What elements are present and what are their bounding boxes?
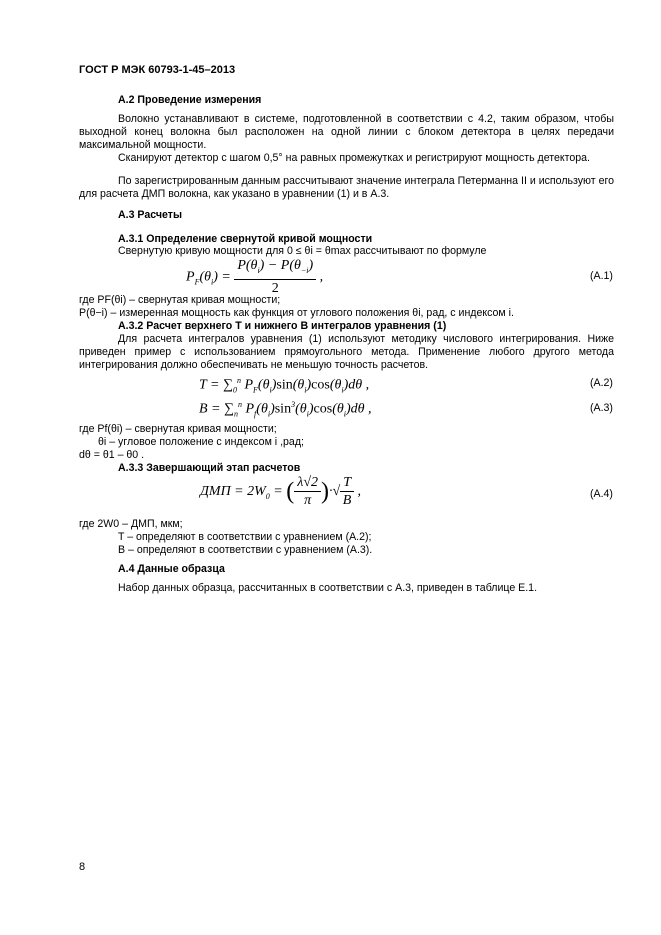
- equation-a4-number: (А.4): [590, 488, 613, 500]
- subsection-a31-title: А.3.1 Определение свернутой кривой мощности: [118, 233, 373, 245]
- where-pf-2: где Pf(θi) – свернутая кривая мощности;: [79, 423, 277, 435]
- a2-paragraph-3: По зарегистрированным данным рассчитывают значение интеграла Петерманна II и используют его для расчета ДМП волокна, как указано в уравнении (1) и в А.3.: [79, 175, 614, 200]
- section-a3-title: А.3 Расчеты: [118, 209, 183, 221]
- equation-a1-number: (А.1): [590, 270, 613, 282]
- where-pf: где PF(θi) – свернутая кривая мощности;: [79, 294, 281, 306]
- section-a4-title: А.4 Данные образца: [118, 563, 225, 575]
- a32-paragraph: Для расчета интегралов уравнения (1) используют методику числового интегрирования. Ниже приведен пример с использованием прямоугольного метода. Применение любого другого метода интегрирования должно обеспечивать не меньшую точность расчетов.: [79, 333, 614, 371]
- where-theta: θi – угловое положение с индексом i ,рад;: [98, 436, 304, 448]
- subsection-a32-title: А.3.2 Расчет верхнего T и нижнего B интегралов уравнения (1): [118, 320, 447, 332]
- a2-paragraph-1: Волокно устанавливают в системе, подготовленной в соответствии с 4.2, таким образом, чтобы выходной конец волокна был расположен на одной линии с блоком детектора в целях передачи максимальной мощности.: [79, 113, 614, 151]
- equation-a3-number: (А.3): [590, 402, 613, 414]
- page-number: 8: [79, 861, 86, 873]
- a2-paragraph-2: Сканируют детектор с шагом 0,5° на равных промежутках и регистрируют мощность детектора.: [118, 152, 590, 164]
- equation-a3: $B = \sum_n^n$ $P_f(\theta_i)\sin^3(\theta_i)\cos(\theta_i)d\theta$ ,: [199, 400, 372, 419]
- document-header: ГОСТ Р МЭК 60793-1-45–2013: [79, 64, 236, 76]
- where-dtheta: dθ = θ1 – θ0 .: [79, 449, 145, 461]
- where-t: T – определяют в соответствии с уравнением (А.2);: [118, 531, 372, 543]
- a31-intro: Свернутую кривую мощности для 0 ≤ θi = θmax рассчитывают по формуле: [118, 245, 487, 257]
- where-2w0: где 2W0 – ДМП, мкм;: [79, 518, 183, 530]
- equation-a4: ДМП = $2W_0$ = ( $\frac{\lambda√2}{\pi}$ )·√ $\frac{T}{B}$ ,: [200, 475, 361, 508]
- where-b: B – определяют в соответствии с уравнением (А.3).: [118, 544, 373, 556]
- subsection-a33-title: А.3.3 Завершающий этап расчетов: [118, 462, 301, 474]
- equation-a1: $P_F(\theta_i)$ = $\frac{P(\theta_i) - P(\theta_{-i})}{2}$ ,: [186, 258, 324, 296]
- where-p-measured: P(θ−i) – измеренная мощность как функция от углового положения θi, рад, с индексом i.: [79, 307, 514, 319]
- equation-a2-number: (А.2): [590, 377, 613, 389]
- equation-a2: $T = \sum_0^n$ $P_F(\theta_i)\sin(\theta_i)\cos(\theta_i)d\theta$ ,: [199, 376, 370, 395]
- a4-paragraph: Набор данных образца, рассчитанных в соответствии с А.3, приведен в таблице Е.1.: [118, 582, 538, 594]
- section-a2-title: А.2 Проведение измерения: [118, 94, 262, 106]
